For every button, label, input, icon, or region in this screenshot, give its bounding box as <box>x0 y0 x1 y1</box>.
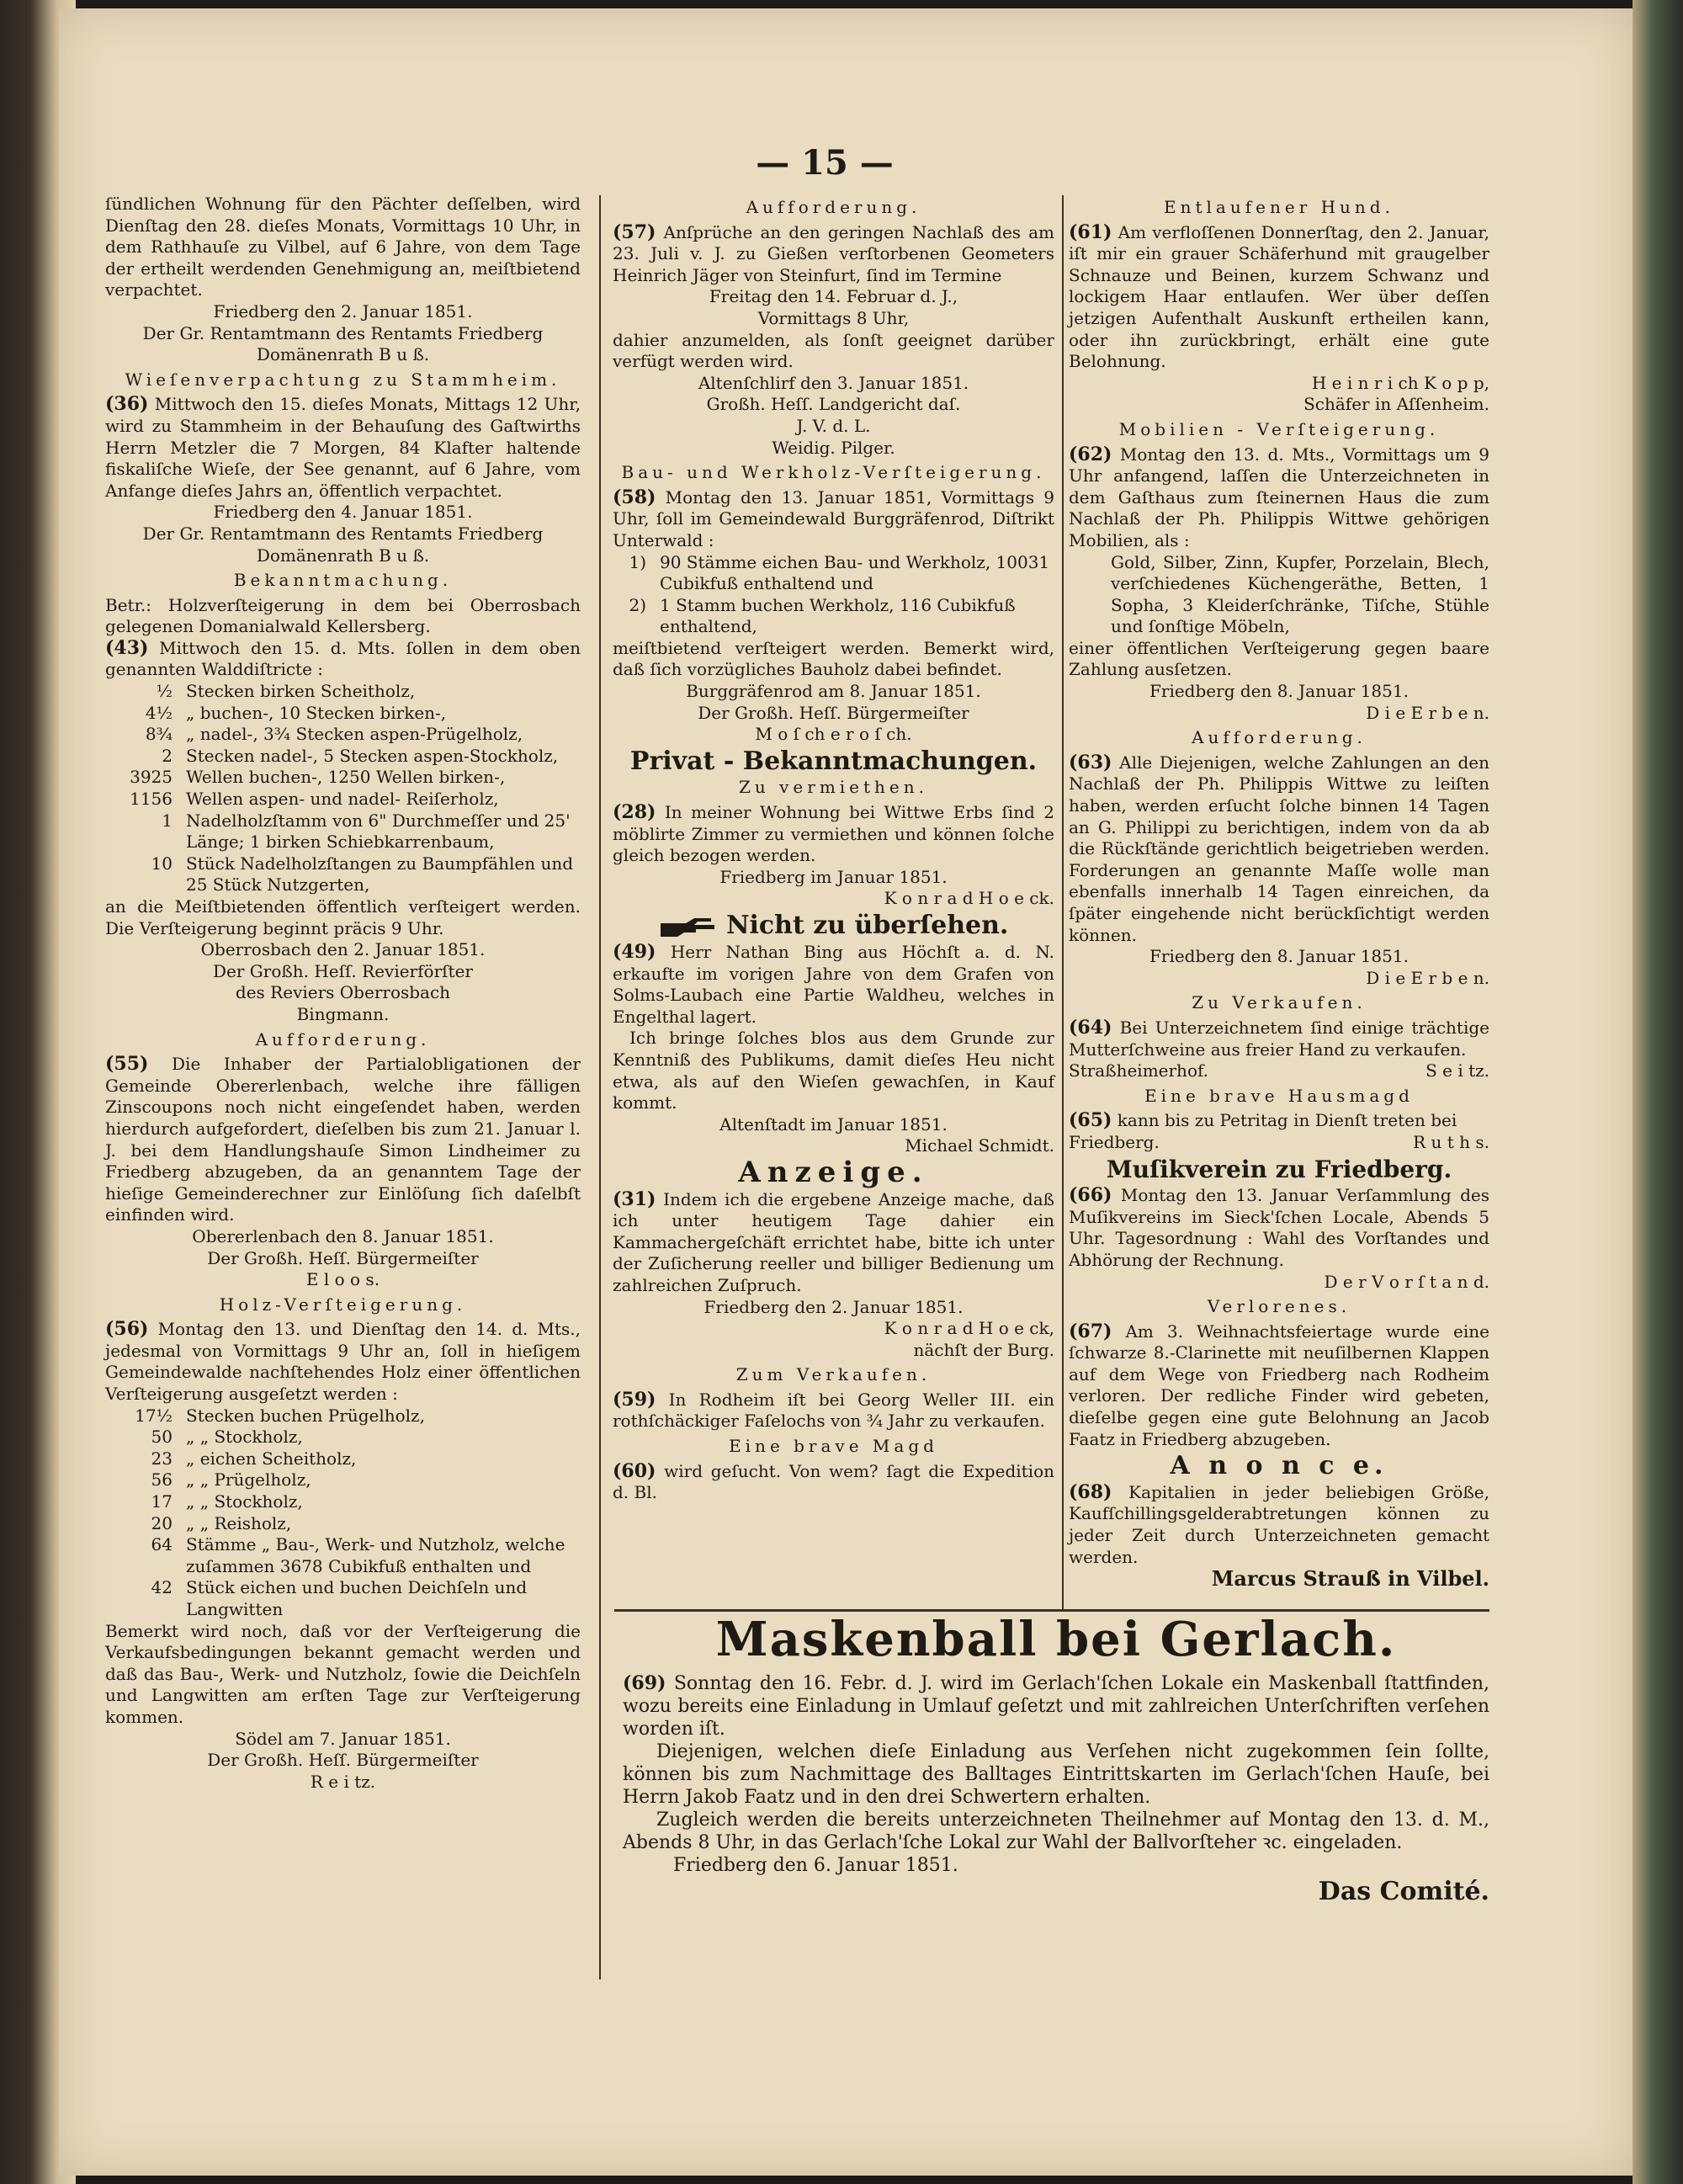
a58-text: Montag den 13. Januar 1851, Vormittags 9 Uhr, ſoll im Gemeindewald Burggräfenrod, Diſtrikt Unterwald : <box>613 486 1055 550</box>
a62-body <box>1069 444 1489 552</box>
banner-body <box>623 1672 1489 1740</box>
banner-title: Maskenball bei Gerlach. <box>715 1612 1397 1667</box>
a68-sig: Marcus Strauß in Vilbel. <box>1211 1566 1489 1592</box>
item-text: Nadelholzſtamm von 6" Durchmeſſer und 25' Länge; 1 birken Schiebkarrenbaum, <box>186 810 571 853</box>
list-item <box>105 1406 581 1427</box>
column-2 <box>613 194 1054 1504</box>
a43-sig1: Der Großh. Heſſ. Revierförſter <box>213 960 473 981</box>
pointing-hand-icon <box>659 917 718 937</box>
a57-termin1: Freitag den 14. Februar d. J., <box>709 286 958 307</box>
item-qty: 1156 <box>130 789 173 810</box>
a67-num: (67) <box>1069 1320 1112 1342</box>
a31-text: Indem ich die ergebene Anzeige mache, daß ich unter heutigem Tage dahier ein Kammachergeſchäft errichtet habe, bitte ich unter der Zuſicherung reeller und billiger Bedienung um zahlreichen Zuſpruch. <box>613 1188 1055 1295</box>
item-text: „ eichen Scheitholz, <box>186 1448 357 1469</box>
list-item <box>613 595 1054 638</box>
a60-num: (60) <box>613 1459 656 1482</box>
list-item <box>105 1427 581 1448</box>
a55-num: (55) <box>105 1053 149 1076</box>
a43-text2: an die Meiſtbietenden öffentlich verſteigert werden. Die Verſteigerung beginnt präcis 9 Uhr. <box>105 896 581 938</box>
a61-num: (61) <box>1069 221 1112 243</box>
a64-heading: Zu Verkaufen. <box>1192 992 1367 1013</box>
a49-date: Altenſtadt im Januar 1851. <box>719 1113 948 1135</box>
a31-sig1: K o n r a d H o e ck, <box>884 1318 1054 1339</box>
a43-items <box>105 681 581 896</box>
item-qty: 64 <box>151 1534 173 1555</box>
a58-num: (58) <box>613 486 656 508</box>
banner-date: Friedberg den 6. Januar 1851. <box>673 1855 958 1876</box>
a66-body <box>1069 1185 1489 1271</box>
a65-heading: Eine brave Hausmagd <box>1144 1085 1414 1106</box>
a63-num: (63) <box>1069 751 1112 773</box>
a63-heading: Aufforderung. <box>1192 727 1367 748</box>
a66-text: Montag den 13. Januar Verſammlung des Muſikvereins im Sieck'ſchen Locale, Abends 5 Uhr. Tagesordnung : Wahl des Vorſtandes und Abhörung der Rechnung. <box>1069 1185 1490 1270</box>
a43-date: Oberrosbach den 2. Januar 1851. <box>200 939 486 960</box>
privat-heading: Privat - Bekanntmachungen. <box>629 746 1038 776</box>
item-text: „ „ Stockholz, <box>186 1491 303 1512</box>
a49-num: (49) <box>613 941 656 963</box>
a31-heading: Anzeige. <box>738 1155 929 1189</box>
a65-place: Friedberg. <box>1069 1131 1160 1152</box>
a55-text: Die Inhaber der Partialobligationen der Gemeinde Obererlenbach, welche ihre fälligen Zinscoupons noch nicht eingeſendet haben, werden hierdurch aufgefordert, dieſelben bis zum 21. Januar l. J. bei dem Handlungshauſe Simon Lindheimer zu Friedberg abzugeben, da an genanntem Tage der hieſige Gemeinderechner zur Einlöſung ſich daſelbſt einfinden wird. <box>105 1054 581 1225</box>
column-3 <box>1069 194 1489 1590</box>
a68-num: (68) <box>1069 1480 1112 1503</box>
list-item <box>105 853 581 896</box>
banner-num: (69) <box>623 1672 666 1694</box>
a36-date: Friedberg den 4. Januar 1851. <box>213 502 473 523</box>
a56-sig1: Der Großh. Heſſ. Bürgermeiſter <box>207 1750 479 1771</box>
a62-date: Friedberg den 8. Januar 1851. <box>1149 681 1409 702</box>
a31-sig2: nächſt der Burg. <box>913 1339 1054 1360</box>
a66-num: (66) <box>1069 1184 1112 1207</box>
list-item <box>105 810 581 853</box>
a31-body <box>613 1189 1054 1297</box>
a56-text2: Bemerkt wird noch, daß vor der Verſteigerung die Verkaufsbedingungen bekannt gemacht werden und daß das Bau-, Werk- und Nutzholz, ſowie die Deichſeln und Langwitten am erſten Tage zur Verſteigerung kommen. <box>105 1620 581 1727</box>
a64-place: Straßheimerhof. <box>1069 1060 1209 1081</box>
a65-body <box>1069 1110 1489 1132</box>
a58-body <box>613 487 1054 552</box>
list-item <box>105 1513 581 1535</box>
item-text: Wellen buchen-, 1250 Wellen birken-, <box>186 767 506 788</box>
a57-heading: Aufforderung. <box>746 197 921 217</box>
a62-items: Gold, Silber, Zinn, Kupfer, Porzelain, Blech, verſchiedenes Küchengeräthe, Betten, 1 Sopha, 3 Kleiderſchränke, Tiſche, Stühle und ſonſtige Möbeln, <box>1111 551 1489 637</box>
a56-items <box>105 1406 581 1621</box>
intro-sig1: Der Gr. Rentamtmann des Rentamts Friedberg <box>142 322 544 343</box>
a49-text2: Ich bringe ſolches blos aus dem Grunde zur Kenntniß des Publikums, damit dieſes Heu nicht etwa, als auf den Wieſen gewachſen, in Kauf kommt. <box>613 1028 1054 1113</box>
a68-heading: A n o n c e. <box>1170 1451 1388 1481</box>
list-item <box>105 767 581 789</box>
item-text: „ „ Prügelholz, <box>186 1469 311 1491</box>
a61-text: Am verfloſſenen Donnerſtag, den 2. Januar, iſt mir ein grauer Schäferhund mit graugelber Schnauze und Beinen, kurzem Schwanz und lockigem Haar entlaufen. Wer über deſſen jetzigen Aufenthalt Auskunft ertheilen kann, oder ihn zurückbringt, erhält eine gute Belohnung. <box>1069 221 1490 372</box>
item-text: Stecken buchen Prügelholz, <box>186 1405 425 1426</box>
item-qty: 17 <box>151 1491 173 1512</box>
list-item <box>105 1491 581 1513</box>
a58-date: Burggräfenrod am 8. Januar 1851. <box>686 681 981 702</box>
a61-sig2: Schäfer in Aſſenheim. <box>1303 394 1489 415</box>
item-text: Wellen aspen- und nadel- Reiſerholz, <box>186 789 499 810</box>
a43-num: (43) <box>105 636 149 659</box>
item-qty: 4½ <box>145 702 173 723</box>
banner-text: Sonntag den 16. Febr. d. J. wird im Gerlach'ſchen Lokale ein Maskenball ſtattfinden, wozu bereits eine Einladung in Umlauf geſetzt und mit zahlreichen Unterſchriften verſehen worden iſt. <box>623 1673 1489 1740</box>
a55-sig2: E l o o s. <box>305 1269 380 1290</box>
item-text: Stecken nadel-, 5 Stecken aspen-Stockholz, <box>186 745 559 766</box>
a63-sig: D i e E r b e n. <box>1366 967 1489 988</box>
a58-sig2: M o ſ ch e r o ſ ch. <box>755 724 912 745</box>
list-item <box>105 789 581 810</box>
a59-text: In Rodheim iſt bei Georg Weller III. ein rothſchäckiger Faſelochs von ¾ Jahr zu verkaufen. <box>613 1389 1054 1432</box>
a55-body <box>105 1054 581 1226</box>
a62-text: Montag den 13. d. Mts., Vormittags um 9 Uhr anfangend, laſſen die Unterzeichneten in dem Gaſthaus zum ſteinernen Haus die zum Nachlaß der Ph. Philippis Wittwe gehörigen Mobilien, als : <box>1069 444 1489 550</box>
a56-sig2: R e i tz. <box>310 1771 376 1792</box>
column-divider-left <box>599 195 601 1609</box>
a64-sig: S e i tz. <box>1426 1060 1489 1081</box>
a63-body <box>1069 752 1489 946</box>
item-text: 1 Stamm buchen Werkholz, 116 Cubikfuß enthaltend, <box>660 594 1016 637</box>
list-item <box>105 1469 581 1491</box>
item-qty: 10 <box>151 853 173 874</box>
a36-text: Mittwoch den 15. dieſes Monats, Mittags 12 Uhr, wird zu Stammheim in der Behauſung des Gaſtwirths Herrn Metzler die 7 Morgen, 84 Klafter haltende fiskaliſche Wieſe, der See genannt, auf 6 Jahre, vom Anfange dieſes Jahrs an, öffentlich verpachtet. <box>105 394 581 501</box>
list-item <box>105 746 581 768</box>
a49-sig: Michael Schmidt. <box>905 1135 1054 1156</box>
a58-text2: meiſtbietend verſteigert werden. Bemerkt wird, daß ſich vorzügliches Bauholz dabei befindet. <box>613 637 1054 680</box>
item-text: Stück Nadelholzſtangen zu Baumpfählen und 25 Stück Nutzgerten, <box>186 853 574 895</box>
a67-heading: Verlorenes. <box>1207 1296 1351 1317</box>
column-1 <box>105 194 581 1793</box>
a49-heading-row <box>613 911 1054 940</box>
item-text: Stück eichen und buchen Deichſeln und Langwitten <box>186 1577 528 1619</box>
column-divider-right <box>1062 195 1064 1609</box>
a43-heading: Bekanntmachung. <box>233 570 453 591</box>
a43-sig3: Bingmann. <box>296 1003 390 1024</box>
intro-date: Friedberg den 2. Januar 1851. <box>213 300 473 321</box>
page-number: — 15 — <box>756 143 894 183</box>
a57-text: Anſprüche an den geringen Nachlaß des am 23. Juli v. J. zu Gießen verſtorbenen Geometers Heinrich Jäger von Steinfurt, ſind im Termine <box>613 221 1054 285</box>
a59-num: (59) <box>613 1388 656 1411</box>
a57-termin2: Vormittags 8 Uhr, <box>757 307 910 328</box>
a66-sig: D e r V o r ſ t a n d. <box>1324 1271 1489 1292</box>
column-divider-banner <box>599 1609 601 1979</box>
item-text: „ „ Reisholz, <box>186 1512 292 1533</box>
banner-text2: Diejenigen, welchen dieſe Einladung aus Verſehen nicht zugekommen ſein ſollte, können bis zum Nachmittage des Balltages Eintrittskarten im Gerlach'ſchen Hauſe, bei Herrn Jakob Faatz und in den drei Schwertern erhalten. <box>623 1741 1489 1808</box>
a36-body <box>105 394 581 502</box>
a36-sig1: Der Gr. Rentamtmann des Rentamts Friedberg <box>142 523 544 544</box>
item-qty: 42 <box>151 1577 173 1598</box>
item-qty: 23 <box>151 1448 173 1469</box>
a28-num: (28) <box>613 801 656 824</box>
banner-sig: Das Comité. <box>1318 1877 1489 1906</box>
item-qty: 2 <box>162 745 173 766</box>
item-qty: 3925 <box>130 767 173 788</box>
a67-text: Am 3. Weihnachtsfeiertage wurde eine ſchwarze 8.-Clarinette mit neuſilbernen Klappen auf dem Wege von Friedberg nach Rodheim verloren. Der redliche Finder wird gebeten, dieſelbe gegen eine gute Belohnung an Jacob Faatz in Friedberg abzugeben. <box>1069 1320 1489 1449</box>
a56-num: (56) <box>105 1318 149 1341</box>
item-text: 90 Stämme eichen Bau- und Werkholz, 10031 Cubikfuß enthaltend und <box>660 551 1050 594</box>
a61-sig1: H e i n r i ch K o p p, <box>1311 372 1489 393</box>
a67-body <box>1069 1321 1489 1451</box>
a28-sig: K o n r a d H o e ck. <box>884 888 1054 909</box>
a64-footer <box>1069 1060 1489 1082</box>
list-item <box>105 1448 581 1470</box>
a57-text2: dahier anzumelden, als ſonſt geeignet darüber verfügt werden wird. <box>613 329 1054 372</box>
a28-text: In meiner Wohnung bei Wittwe Erbs ſind 2 möblirte Zimmer zu vermiethen und können ſolche gleich bezogen werden. <box>613 802 1054 866</box>
list-item <box>105 1577 581 1620</box>
a49-body <box>613 942 1054 1028</box>
a63-date: Friedberg den 8. Januar 1851. <box>1149 946 1409 967</box>
a63-text: Alle Diejenigen, welche Zahlungen an den Nachlaß der Ph. Philippis Wittwe zu leiſten haben, werden erſucht ſolche binnen 14 Tagen an G. Philippi zu berichtigen, indem von da ab die Rückſtände gerichtlich beigetrieben werden. Forderungen an genannte Maſſe wolle man ebenfalls innerhalb 14 Tagen einreichen, da ſpäter eingehende nicht berückſichtigt werden können. <box>1069 752 1490 945</box>
a66-heading: Muſikverein zu Friedberg. <box>1106 1155 1452 1183</box>
a58-heading: Bau- und Werkholz-Verſteigerung. <box>621 462 1046 483</box>
maskenball-banner <box>623 1612 1489 1906</box>
item-qty: 8¾ <box>145 724 173 745</box>
a56-body <box>105 1319 581 1405</box>
a64-body <box>1069 1018 1489 1060</box>
a65-num: (65) <box>1069 1109 1112 1132</box>
a57-body <box>613 222 1054 287</box>
a64-num: (64) <box>1069 1016 1112 1039</box>
item-qty: 50 <box>151 1427 173 1448</box>
a57-num: (57) <box>613 221 656 243</box>
item-qty: 20 <box>151 1512 173 1533</box>
a55-date: Obererlenbach den 8. Januar 1851. <box>192 1225 494 1246</box>
a36-sig2: Domänenrath B u ß. <box>256 545 430 566</box>
list-item <box>613 552 1054 595</box>
a65-text: kann bis zu Petritag in Dienſt treten bei <box>1117 1110 1457 1131</box>
a68-body <box>1069 1482 1489 1568</box>
a59-heading: Zum Verkaufen. <box>735 1364 932 1385</box>
item-text: „ „ Stockholz, <box>186 1427 303 1448</box>
a65-sig: R u t h s. <box>1413 1131 1489 1152</box>
a58-sig1: Der Großh. Heſſ. Bürgermeiſter <box>698 702 969 723</box>
a62-text2: einer öffentlichen Verſteigerung gegen baare Zahlung ausſetzen. <box>1069 637 1489 680</box>
item-qty: 2) <box>629 594 646 615</box>
list-item <box>105 703 581 725</box>
a31-date: Friedberg den 2. Januar 1851. <box>703 1296 964 1317</box>
book-right-edge <box>1633 0 1683 2184</box>
item-qty: 56 <box>151 1469 173 1491</box>
a61-heading: Entlaufener Hund. <box>1164 197 1394 217</box>
a43-body <box>105 638 581 681</box>
a55-heading: Aufforderung. <box>255 1028 431 1049</box>
a65-footer <box>1069 1132 1489 1154</box>
a57-sig2: J. V. d. L. <box>796 415 871 436</box>
a57-sig1: Großh. Heſſ. Landgericht daſ. <box>706 394 961 415</box>
item-qty: 17½ <box>135 1405 173 1426</box>
a55-sig1: Der Großh. Heſſ. Bürgermeiſter <box>207 1247 479 1268</box>
intro-text: ſündlichen Wohnung für den Pächter deſſelben, wird Dienſtag den 28. dieſes Monats, Vormittags 10 Uhr, in dem Rathhauſe zu Vilbel, auf 6 Jahre, von dem Tage der ertheilt werdenden Genehmigung an, meiſtbietend verpachtet. <box>105 194 581 300</box>
a31-num: (31) <box>613 1188 656 1210</box>
a60-text: wird geſucht. Von wem? ſagt die Expedition d. Bl. <box>613 1460 1055 1503</box>
a57-date: Altenſchlirf den 3. Januar 1851. <box>698 372 969 393</box>
a57-sig3: Weidig. Pilger. <box>772 437 895 458</box>
a56-date: Södel am 7. Januar 1851. <box>235 1728 451 1749</box>
intro-sig2: Domänenrath B u ß. <box>256 344 430 365</box>
a36-heading: Wieſenverpachtung zu Stammheim. <box>125 369 561 390</box>
a56-text: Montag den 13. und Dienſtag den 14. d. Mts., jedesmal von Vormittags 9 Uhr an, ſoll in hieſigem Gemeindewalde nachſtehendes Holz einer öffentlichen Verſteigerung ausgeſetzt werden : <box>105 1319 581 1405</box>
banner-text3: Zugleich werden die bereits unterzeichneten Theilnehmer auf Montag den 13. d. M., Abends 8 Uhr, in das Gerlach'ſche Lokal zur Wahl der Ballvorſteher ꝛc. eingeladen. <box>623 1809 1489 1853</box>
a62-heading: Mobilien - Verſteigerung. <box>1118 418 1440 439</box>
a28-body <box>613 802 1054 867</box>
list-item <box>105 724 581 746</box>
a36-num: (36) <box>105 393 149 416</box>
list-item <box>105 1534 581 1577</box>
a43-text: Mittwoch den 15. d. Mts. ſollen in dem oben genannten Walddiſtricte : <box>105 637 581 680</box>
item-qty: 1 <box>162 810 173 831</box>
a68-text: Kapitalien in jeder beliebigen Größe, Kaufſchillingsgelderabtretungen können zu jeder Zeit durch Unterzeichneten gemacht werden. <box>1069 1481 1489 1567</box>
a43-sig2: des Reviers Oberrosbach <box>235 982 451 1003</box>
item-text: „ nadel-, 3¾ Stecken aspen-Prügelholz, <box>186 724 523 745</box>
item-qty: ½ <box>156 681 173 702</box>
a56-heading: Holz-Verſteigerung. <box>219 1294 467 1315</box>
a60-body <box>613 1461 1054 1504</box>
a49-heading: Nicht zu überſehen. <box>726 911 1009 940</box>
a28-date: Friedberg im Januar 1851. <box>719 866 948 887</box>
a62-sig: D i e E r b e n. <box>1366 702 1489 723</box>
list-item <box>105 681 581 703</box>
item-qty: 1) <box>629 551 646 572</box>
item-text: Stämme „ Bau-, Werk- und Nutzholz, welche zuſammen 3678 Cubikfuß enthalten und <box>186 1534 565 1576</box>
a49-text: Herr Nathan Bing aus Höchſt a. d. N. erkaufte im vorigen Jahre von dem Grafen von Solms-Laubach eine Partie Waldheu, welches in Engelthal lagert. <box>613 942 1055 1027</box>
a43-betr: Betr.: Holzverſteigerung in dem bei Oberrosbach gelegenen Domanialwald Kellersberg. <box>105 594 581 637</box>
item-text: „ buchen-, 10 Stecken birken-, <box>186 702 447 723</box>
a62-num: (62) <box>1069 443 1112 465</box>
a61-body <box>1069 222 1489 373</box>
a59-body <box>613 1390 1054 1432</box>
item-text: Stecken birken Scheitholz, <box>186 681 416 702</box>
a64-text: Bei Unterzeichnetem ſind einige trächtige Mutterſchweine aus freier Hand zu verkaufen. <box>1069 1017 1489 1060</box>
a28-heading: Zu vermiethen. <box>738 777 929 798</box>
a60-heading: Eine brave Magd <box>729 1436 938 1457</box>
